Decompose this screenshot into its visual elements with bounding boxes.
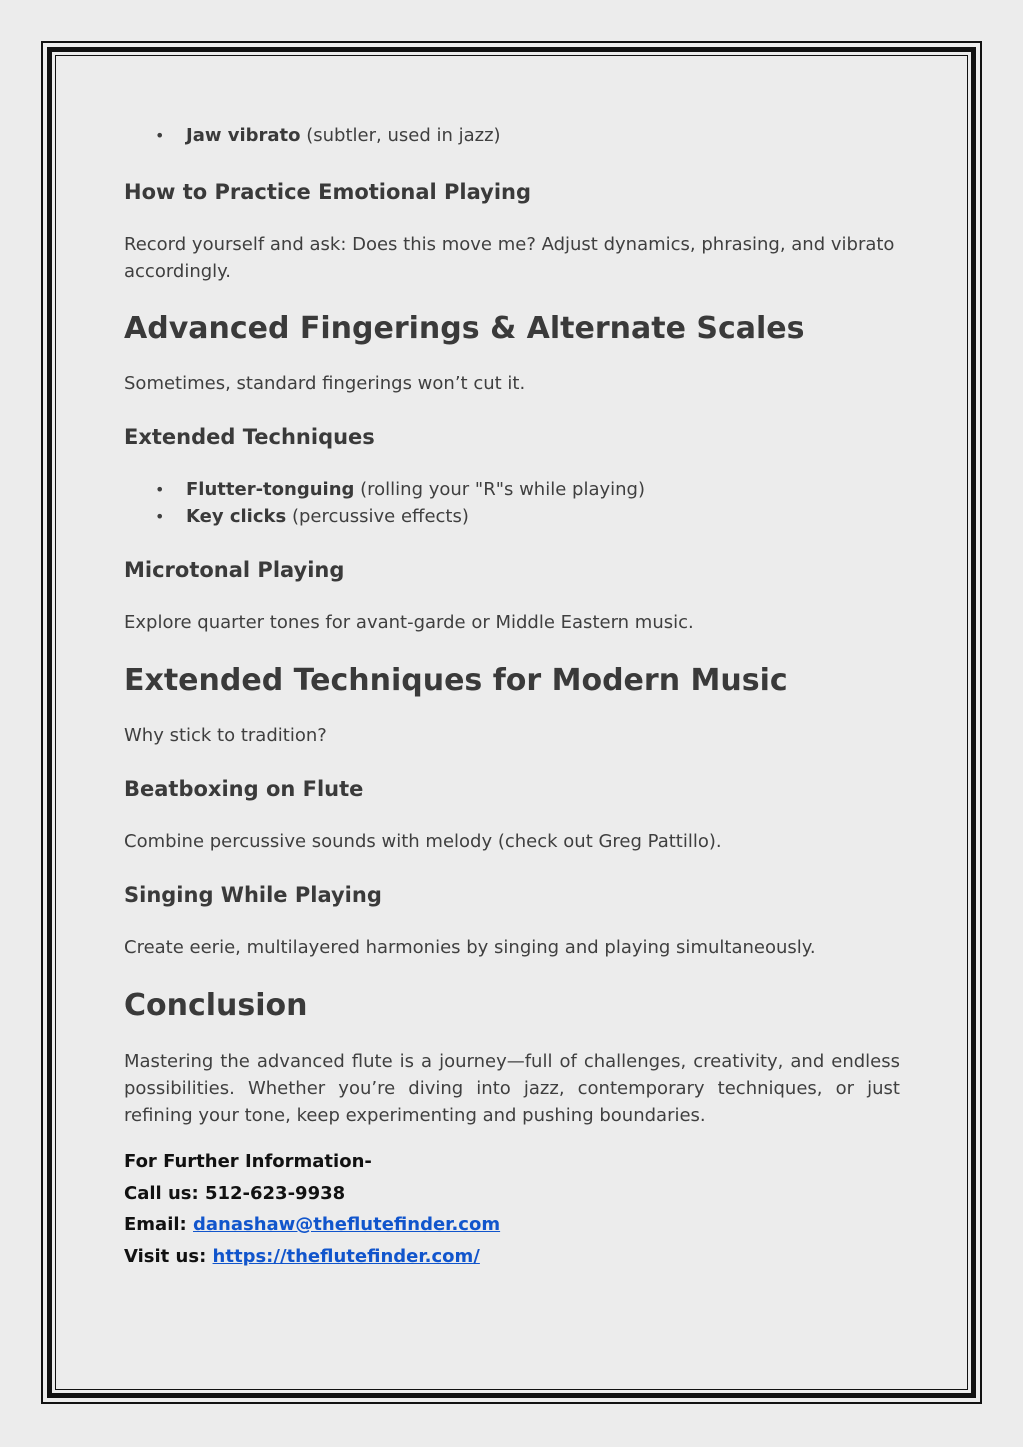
list-item-term: Flutter-tonguing (186, 479, 355, 500)
email-link[interactable]: danashaw@theflutefinder.com (193, 1214, 501, 1235)
paragraph-conclusion: Mastering the advanced flute is a journey—full of challenges, creativity, and endless possibilities. Whether you’re diving into jazz, contemporary techniques, or just refining your tone, keep experimenting and pushing boundaries. (124, 1051, 900, 1126)
list-item-description: (percussive effects) (286, 506, 469, 527)
email-label: Email: (124, 1214, 194, 1235)
website-link[interactable]: https://theflutefinder.com/ (212, 1245, 480, 1267)
list-item-term: Jaw vibrato (186, 125, 301, 146)
heading-singing-while-playing: Singing While Playing (124, 883, 382, 907)
heading-extended-techniques: Extended Techniques (124, 425, 375, 449)
contact-email-line (124, 1209, 900, 1241)
website-label: Visit us: (124, 1245, 213, 1267)
contact-title: For Further Information- (124, 1151, 372, 1172)
list-item-description: (rolling your "R"s while playing) (354, 479, 645, 500)
list-item (124, 476, 900, 503)
paragraph-fingerings-intro: Sometimes, standard fingerings won’t cut it. (124, 373, 526, 394)
heading-microtonal-playing: Microtonal Playing (124, 558, 345, 582)
list-item-term: Key clicks (186, 506, 287, 527)
list-item-description: (subtler, used in jazz) (300, 125, 501, 146)
list-item (124, 122, 900, 149)
paragraph-emotional-playing: Record yourself and ask: Does this move me? Adjust dynamics, phrasing, and vibrato accordingly. (124, 234, 895, 282)
heading-emotional-playing: How to Practice Emotional Playing (124, 180, 532, 204)
paragraph-modern-intro: Why stick to tradition? (124, 725, 327, 746)
contact-block (124, 1146, 900, 1272)
document-body (124, 122, 900, 1272)
bullet-list-extended (124, 476, 900, 530)
paragraph-microtonal: Explore quarter tones for avant-garde or Middle Eastern music. (124, 612, 694, 633)
heading-advanced-fingerings: Advanced Fingerings & Alternate Scales (124, 311, 805, 346)
contact-website-line (124, 1241, 900, 1273)
paragraph-beatboxing: Combine percussive sounds with melody (check out Greg Pattillo). (124, 831, 722, 852)
list-item (124, 503, 900, 530)
heading-modern-music: Extended Techniques for Modern Music (124, 663, 788, 698)
contact-phone: Call us: 512-623-9938 (124, 1182, 346, 1204)
bullet-list-vibrato (124, 122, 900, 149)
heading-conclusion: Conclusion (124, 988, 308, 1023)
heading-beatboxing: Beatboxing on Flute (124, 777, 364, 801)
paragraph-singing: Create eerie, multilayered harmonies by singing and playing simultaneously. (124, 937, 816, 958)
